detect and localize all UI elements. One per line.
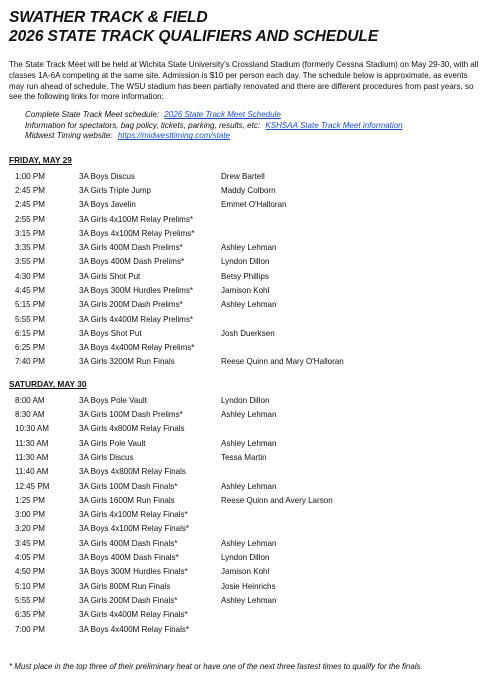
event-name: 3A Girls 3200M Run Finals <box>79 357 175 367</box>
event-name: 3A Boys 300M Hurdles Prelims* <box>79 285 194 295</box>
schedule-row <box>15 341 344 355</box>
event-name: 3A Girls 4x800M Relay Finals <box>79 424 185 434</box>
intro-paragraph: The State Track Meet will be held at Wichita State University's Crossland Stadium (formerly Cessna Stadium) on May 29-30, with all classes 1A-6A competing at the same site. Admission is $10 per person each day. The schedule below is approximate, as events may run ahead of schedule. The WSU stadium has been partially renovated and there are different procedures from past years, so see the following links for more information: <box>9 60 479 102</box>
event-name: 3A Boys Javelin <box>79 200 136 210</box>
athlete-names <box>221 608 333 622</box>
event-time: 4:50 PM <box>15 567 45 577</box>
athlete-names: Maddy Colborn <box>221 185 276 195</box>
athlete-names: Lyndon Dillon <box>221 553 270 563</box>
event-time: 11:40 AM <box>15 467 49 477</box>
athlete-names: Ashley Lehman <box>221 595 277 605</box>
event-name: 3A Girls Pole Vault <box>79 438 146 448</box>
event-time: 2:55 PM <box>15 214 45 224</box>
schedule-table <box>15 169 344 369</box>
athlete-names: Emmet O'Halloran <box>221 200 287 210</box>
link-row-timing <box>25 131 485 142</box>
schedule-row <box>15 436 333 450</box>
event-time: 6:35 PM <box>15 610 45 620</box>
schedule-row <box>15 212 344 226</box>
event-time: 8:30 AM <box>15 410 45 420</box>
event-name: 3A Boys 400M Dash Prelims* <box>79 257 185 267</box>
athlete-names <box>221 522 333 536</box>
document-title <box>9 8 485 46</box>
athlete-names: Ashley Lehman <box>221 410 277 420</box>
event-name: 3A Girls 200M Dash Finals* <box>79 595 178 605</box>
event-time: 8:00 AM <box>15 395 45 405</box>
kshsaa-info-link[interactable]: KSHSAA State Track Meet information <box>265 120 403 130</box>
athlete-names: Ashley Lehman <box>221 300 277 310</box>
event-time: 5:15 PM <box>15 300 45 310</box>
event-time: 5:55 PM <box>15 314 45 324</box>
event-name: 3A Girls 400M Dash Finals* <box>79 538 178 548</box>
event-name: 3A Girls 4x100M Relay Prelims* <box>79 214 194 224</box>
event-name: 3A Girls 4x400M Relay Finals* <box>79 610 188 620</box>
schedule-row <box>15 493 333 507</box>
schedule-row <box>15 407 333 421</box>
link-label: Information for spectators, bag policy, tickets, parking, results, etc: <box>25 120 261 130</box>
links-block <box>25 110 485 142</box>
event-time: 3:35 PM <box>15 243 45 253</box>
athlete-names <box>221 341 344 355</box>
event-time: 3:00 PM <box>15 510 45 520</box>
athlete-names: Tessa Martin <box>221 452 267 462</box>
schedule-row <box>15 522 333 536</box>
event-time: 4:05 PM <box>15 553 45 563</box>
schedule-row <box>15 579 333 593</box>
document <box>9 8 485 636</box>
event-name: 3A Girls Shot Put <box>79 271 141 281</box>
title-line-1: SWATHER TRACK & FIELD <box>9 9 208 26</box>
schedule-row <box>15 422 333 436</box>
athlete-names <box>221 622 333 636</box>
event-time: 1:00 PM <box>15 171 45 181</box>
event-name: 3A Girls 400M Dash Prelims* <box>79 243 183 253</box>
schedule-row <box>15 393 333 407</box>
athlete-names <box>221 508 333 522</box>
athlete-names <box>221 226 344 240</box>
schedule-row <box>15 312 344 326</box>
event-time: 6:15 PM <box>15 328 45 338</box>
link-label: Complete State Track Meet schedule: <box>25 110 160 120</box>
schedule-row <box>15 240 344 254</box>
schedule-row <box>15 465 333 479</box>
event-name: 3A Girls 100M Dash Prelims* <box>79 410 183 420</box>
event-time: 5:55 PM <box>15 595 45 605</box>
event-time: 2:45 PM <box>15 200 45 210</box>
event-time: 4:30 PM <box>15 271 45 281</box>
schedule-row <box>15 622 333 636</box>
event-name: 3A Girls Discus <box>79 452 134 462</box>
event-name: 3A Boys 4x400M Relay Finals* <box>79 624 190 634</box>
schedule-row <box>15 565 333 579</box>
event-name: 3A Boys 4x100M Relay Prelims* <box>79 228 195 238</box>
schedule-row <box>15 450 333 464</box>
schedule-row <box>15 269 344 283</box>
event-time: 1:25 PM <box>15 495 45 505</box>
athlete-names: Ashley Lehman <box>221 538 277 548</box>
event-name: 3A Girls 4x400M Relay Prelims* <box>79 314 194 324</box>
day-section-friday <box>9 155 485 369</box>
link-label: Midwest Timing website: <box>25 131 113 141</box>
event-name: 3A Girls 200M Dash Prelims* <box>79 300 183 310</box>
athlete-names: Drew Bartell <box>221 171 265 181</box>
event-time: 10:30 AM <box>15 424 49 434</box>
athlete-names <box>221 312 344 326</box>
athlete-names <box>221 212 344 226</box>
schedule-row <box>15 608 333 622</box>
event-name: 3A Boys 4x800M Relay Finals <box>79 467 186 477</box>
schedule-row <box>15 283 344 297</box>
event-time: 11:30 AM <box>15 452 49 462</box>
schedule-row <box>15 198 344 212</box>
event-time: 7:40 PM <box>15 357 45 367</box>
day-section-saturday <box>9 379 485 636</box>
event-name: 3A Girls 100M Dash Finals* <box>79 481 178 491</box>
athlete-names: Jamison Kohl <box>221 285 270 295</box>
link-row-schedule <box>25 110 485 121</box>
event-time: 11:30 AM <box>15 438 49 448</box>
event-name: 3A Girls 4x100M Relay Finals* <box>79 510 188 520</box>
event-time: 5:10 PM <box>15 581 45 591</box>
schedule-row <box>15 508 333 522</box>
athlete-names: Ashley Lehman <box>221 481 277 491</box>
event-name: 3A Boys Discus <box>79 171 135 181</box>
event-name: 3A Boys 400M Dash Finals* <box>79 553 179 563</box>
event-time: 6:25 PM <box>15 343 45 353</box>
schedule-table <box>15 393 333 636</box>
schedule-link[interactable]: 2026 State Track Meet Schedule <box>164 110 281 120</box>
event-time: 3:55 PM <box>15 257 45 267</box>
schedule-row <box>15 593 333 607</box>
event-time: 3:15 PM <box>15 228 45 238</box>
schedule-row <box>15 226 344 240</box>
event-name: 3A Boys 4x400M Relay Prelims* <box>79 343 195 353</box>
athlete-names: Jamison Kohl <box>221 567 270 577</box>
event-name: 3A Girls Triple Jump <box>79 185 151 195</box>
schedule-row <box>15 183 344 197</box>
athlete-names <box>221 422 333 436</box>
schedule-row <box>15 326 344 340</box>
schedule-row <box>15 550 333 564</box>
athlete-names: Lyndon Dillon <box>221 395 270 405</box>
event-time: 3:20 PM <box>15 524 45 534</box>
event-time: 2:45 PM <box>15 185 45 195</box>
athlete-names <box>221 465 333 479</box>
schedule-row <box>15 169 344 183</box>
athlete-names: Ashley Lehman <box>221 243 277 253</box>
schedule-row <box>15 479 333 493</box>
midwest-timing-link[interactable]: https://midwesttiming.com/state <box>117 131 231 141</box>
schedule-row <box>15 536 333 550</box>
athlete-names: Lyndon Dillon <box>221 257 270 267</box>
athlete-names: Josie Heinrichs <box>221 581 276 591</box>
title-line-2: 2026 STATE TRACK QUALIFIERS AND SCHEDULE <box>9 28 379 45</box>
event-time: 3:45 PM <box>15 538 45 548</box>
event-name: 3A Boys 4x100M Relay Finals* <box>79 524 190 534</box>
event-name: 3A Girls 1600M Run Finals <box>79 495 175 505</box>
event-time: 12:45 PM <box>15 481 50 491</box>
event-name: 3A Boys Shot Put <box>79 328 142 338</box>
day-heading: FRIDAY, MAY 29 <box>9 154 72 165</box>
athlete-names: Josh Duerksen <box>221 328 275 338</box>
event-name: 3A Boys Pole Vault <box>79 395 147 405</box>
athlete-names: Betsy Phillips <box>221 271 269 281</box>
event-time: 7:00 PM <box>15 624 45 634</box>
event-name: 3A Girls 800M Run Finals <box>79 581 171 591</box>
footnote: * Must place in the top three of their preliminary heat or have one of the next three fastest times to qualify for the finals. <box>9 662 423 671</box>
event-time: 4:45 PM <box>15 285 45 295</box>
schedule-row <box>15 355 344 369</box>
athlete-names: Ashley Lehman <box>221 438 277 448</box>
event-name: 3A Boys 300M Hurdles Finals* <box>79 567 188 577</box>
day-heading: SATURDAY, MAY 30 <box>9 379 87 390</box>
schedule-row <box>15 255 344 269</box>
schedule-row <box>15 298 344 312</box>
athlete-names: Reese Quinn and Avery Larson <box>221 495 333 505</box>
athlete-names: Reese Quinn and Mary O'Halloran <box>221 357 344 367</box>
link-row-spectator-info <box>25 121 485 132</box>
